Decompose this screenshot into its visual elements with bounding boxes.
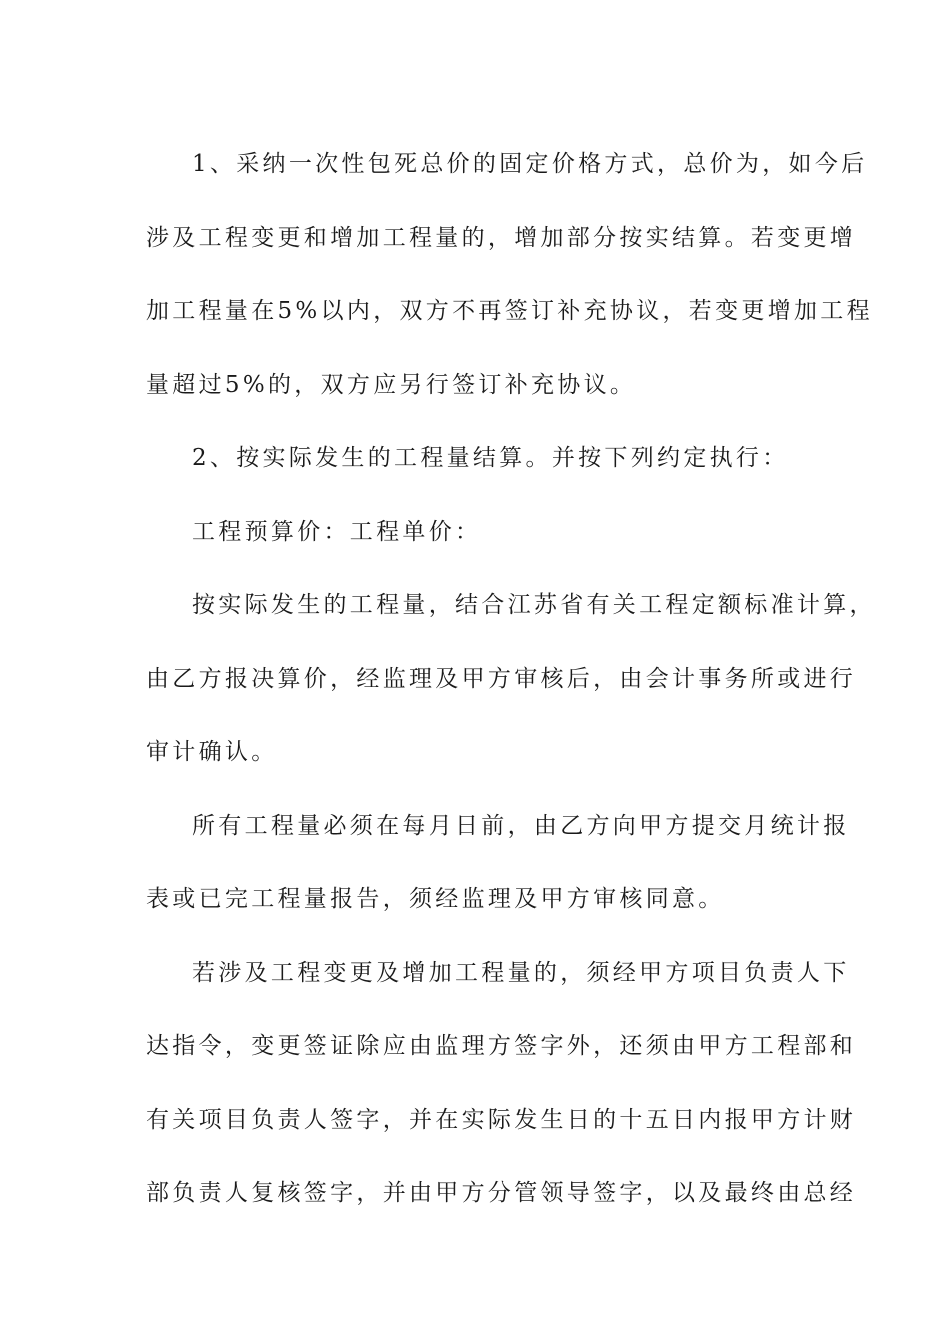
text-line: 由乙方报决算价，经监理及甲方审核后，由会计事务所或进行 [146, 665, 857, 692]
text-line: 审计确认。 [146, 739, 278, 765]
paragraph-5 [146, 790, 850, 937]
text-line: 加工程量在5%以内，双方不再签订补充协议，若变更增加工程 [146, 298, 873, 324]
text-line: 涉及工程变更和增加工程量的，增加部分按实结算。若变更增 [146, 224, 857, 251]
text-line: 若涉及工程变更及增加工程量的，须经甲方项目负责人下 [192, 959, 850, 986]
text-line: 按实际发生的工程量，结合江苏省有关工程定额标准计算， [192, 592, 876, 618]
text-line: 达指令，变更签证除应由监理方签字外，还须由甲方工程部和 [146, 1033, 857, 1059]
text-line: 有关项目负责人签字，并在实际发生日的十五日内报甲方计财 [146, 1106, 857, 1133]
paragraph-4 [146, 569, 876, 790]
document-body [146, 128, 876, 1231]
text-line: 工程预算价：工程单价： [192, 518, 482, 545]
paragraph-2 [146, 422, 806, 496]
text-line: 部负责人复核签字，并由甲方分管领导签字，以及最终由总经 [146, 1180, 857, 1206]
paragraph-6 [146, 937, 857, 1231]
text-line: 2、按实际发生的工程量结算。并按下列约定执行： [192, 445, 789, 471]
paragraph-3 [146, 496, 806, 570]
text-line: 1、采纳一次性包死总价的固定价格方式，总价为，如今后 [192, 151, 868, 177]
text-line: 所有工程量必须在每月日前，由乙方向甲方提交月统计报 [192, 812, 850, 839]
text-line: 量超过5%的，双方应另行签订补充协议。 [146, 371, 637, 398]
text-line: 表或已完工程量报告，须经监理及甲方审核同意。 [146, 886, 725, 912]
paragraph-1 [146, 128, 873, 422]
